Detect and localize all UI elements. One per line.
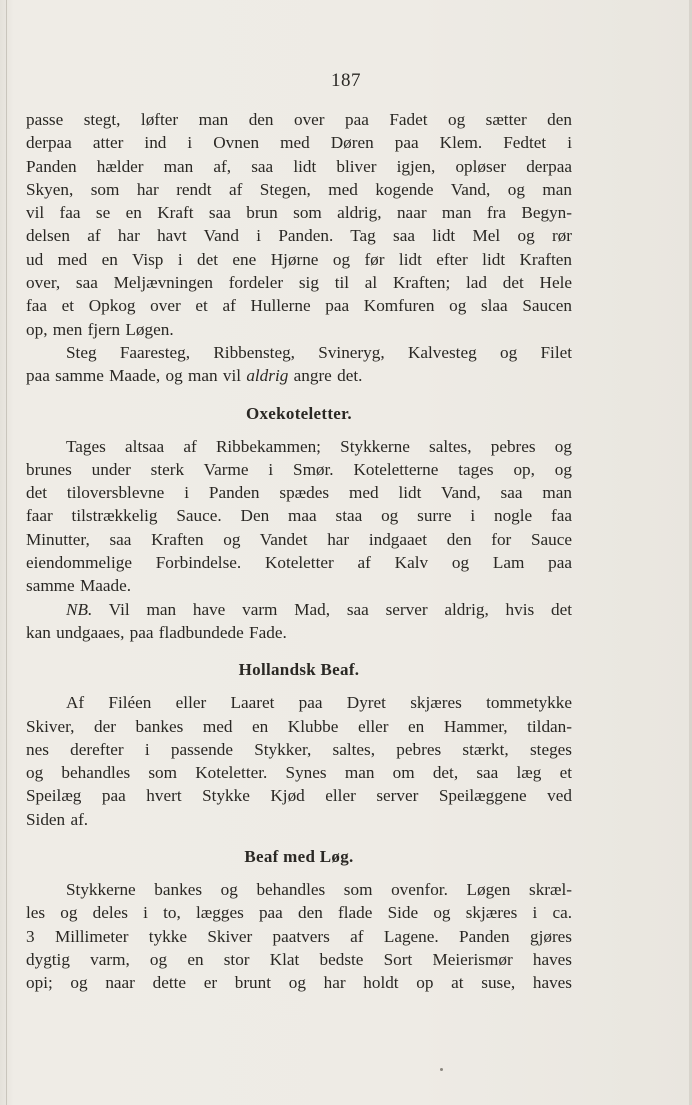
text-segment: angre det.: [288, 366, 363, 386]
text-line: delsen af har havt Vand i Panden. Tag saa lidt Mel og rør: [26, 226, 572, 246]
text-line: Speilæg paa hvert Stykke Kjød eller server Speilæggene ved: [26, 786, 572, 806]
text-line: over, saa Meljævningen fordeler sig til al Kraften; lad det Hele: [26, 273, 572, 293]
text-line: Af Filéen eller Laaret paa Dyret skjæres tommetykke: [66, 693, 572, 713]
text-line: Skyen, som har rendt af Stegen, med kogende Vand, og man: [26, 179, 572, 199]
text-segment: paa samme Maade, og man vil: [26, 366, 247, 386]
text-line: Siden af.: [26, 809, 89, 829]
text-line: dygtig varm, og en stor Klat bedste Sort Meierismør haves: [26, 949, 572, 969]
text-line: Minutter, saa Kraften og Vandet har indgaaet den for Sauce: [26, 529, 572, 549]
text-line: faa et Opkog over et af Hullerne paa Komfuren og slaa Saucen: [26, 296, 572, 316]
page-binding-edge: [6, 0, 7, 1105]
page-number: 187: [331, 70, 361, 91]
text-line: kan undgaaes, paa fladbundede Fade.: [26, 622, 287, 642]
text-line: brunes under sterk Varme i Smør. Koteletterne tages op, og: [26, 459, 572, 479]
text-line: eiendommelige Forbindelse. Koteletter af Kalv og Lam paa: [26, 553, 572, 573]
text-line: faar tilstrækkelig Sauce. Den maa staa og surre i nogle faa: [26, 506, 572, 526]
section-heading-oxekoteletter: Oxekoteletter.: [245, 403, 352, 423]
text-line: Tages altsaa af Ribbekammen; Stykkerne saltes, pebres og: [66, 436, 572, 456]
section-heading-beaf-med-log: Beaf med Løg.: [244, 847, 354, 867]
nb-label: NB.: [66, 599, 93, 619]
text-line: Panden hælder man af, saa lidt bliver igjen, opløser derpaa: [26, 156, 572, 176]
ink-speck: [440, 1068, 443, 1071]
text-line: Stykkerne bankes og behandles som ovenfor. Løgen skræl-: [66, 880, 572, 900]
text-line: og behandles som Koteletter. Synes man om det, saa læg et: [26, 763, 572, 783]
text-line: [26, 598, 572, 621]
text-line: op, men fjern Løgen.: [26, 319, 174, 339]
text-line: passe stegt, løfter man den over paa Fadet og sætter den: [26, 110, 572, 129]
page-body: [26, 108, 572, 995]
text-line: [26, 364, 572, 387]
text-line: les og deles i to, lægges paa den flade Side og skjæres i ca.: [26, 903, 572, 923]
text-segment: Vil man have varm Mad, saa server aldrig, hvis det: [92, 599, 572, 619]
text-line: samme Maade.: [26, 576, 132, 596]
section-heading-hollandsk-beaf: Hollandsk Beaf.: [238, 660, 360, 680]
text-line: opi; og naar dette er brunt og har holdt op at suse, haves: [26, 973, 572, 993]
text-line: 3 Millimeter tykke Skiver paatvers af Lagene. Panden gjøres: [26, 926, 572, 946]
text-line: vil faa se en Kraft saa brun som aldrig, naar man fra Begyn-: [26, 203, 572, 223]
text-line: Skiver, der bankes med en Klubbe eller en Hammer, tildan-: [26, 716, 572, 736]
text-line: ud med en Visp i det ene Hjørne og før lidt efter lidt Kraften: [26, 249, 572, 269]
text-line: nes derefter i passende Stykker, saltes, pebres stærkt, steges: [26, 739, 572, 759]
text-line: Steg Faaresteg, Ribbensteg, Svineryg, Kalvesteg og Filet: [66, 342, 572, 362]
emphasis-aldrig: aldrig: [246, 366, 289, 386]
text-line: derpaa atter ind i Ovnen med Døren paa Klem. Fedtet i: [26, 133, 572, 153]
text-line: det tiloversblevne i Panden spædes med lidt Vand, saa man: [26, 483, 572, 503]
